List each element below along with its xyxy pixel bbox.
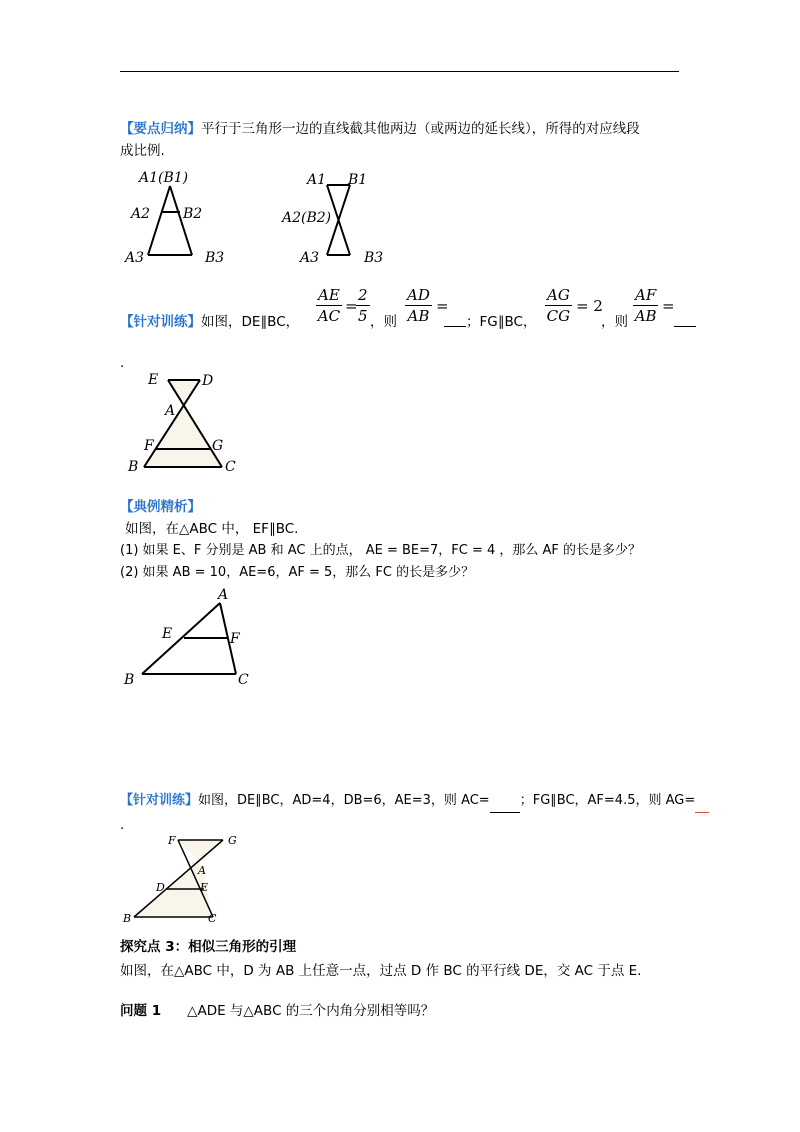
fig2-label-a: A — [165, 403, 176, 419]
training1-tag: 【针对训练】 — [120, 314, 201, 330]
training1-then1: ，则 — [370, 314, 397, 330]
label-a2: A2 — [131, 206, 151, 222]
fig4-label-a: A — [198, 864, 206, 877]
training2-tag: 【针对训练】 — [120, 793, 199, 808]
header-rule — [120, 71, 679, 72]
frac-ab: AB — [407, 307, 430, 325]
training2-text-b: ；FG∥BC，AF=4.5，则 AG= — [519, 793, 696, 808]
key-points-tag: 【要点归纳】 — [120, 121, 201, 137]
equals-sign-3: = — [662, 297, 675, 315]
key-points-text: 平行于三角形一边的直线截其他两边（或两边的延长线），所得的对应线段 — [201, 121, 640, 137]
training1-dot: . — [120, 355, 125, 371]
equals-sign-2: = — [436, 297, 449, 315]
section3-title: 探究点 3：相似三角形的引理 — [120, 939, 297, 955]
label-b1: B1 — [348, 172, 368, 188]
section3-body: 如图，在△ABC 中，D 为 AB 上任意一点，过点 D 作 BC 的平行线 DE，交 AC 于点 E. — [120, 963, 642, 979]
fig2-label-b: B — [128, 459, 139, 475]
fig3-label-e: E — [162, 626, 173, 642]
fig2-label-d: D — [202, 373, 214, 389]
fraction-ad-ab — [405, 287, 432, 324]
example-intro: 如图，在△ABC 中， EF∥BC. — [125, 521, 299, 537]
frac-5: 5 — [358, 307, 368, 325]
frac-ac: AC — [317, 307, 341, 325]
training1-prefix — [120, 311, 299, 333]
training2-line — [120, 790, 709, 813]
fig2-label-e: E — [148, 372, 159, 388]
frac-af: AF — [635, 286, 657, 304]
example-tag: 【典例精析】 — [120, 499, 201, 515]
question1-text: △ADE 与△ABC 的三个内角分别相等吗？ — [187, 1003, 435, 1019]
fig3-label-f: F — [230, 631, 240, 647]
fig3-label-c: C — [238, 672, 249, 688]
fig4-label-f: F — [168, 834, 176, 847]
answer-blank-2[interactable] — [674, 326, 696, 327]
frac-cg: CG — [546, 307, 571, 325]
label-b3: B3 — [205, 250, 225, 266]
fraction-ae-ac — [316, 287, 342, 324]
fig1-left-side-a — [148, 186, 170, 255]
value-equals-2: = 2 — [576, 297, 603, 315]
answer-blank-1[interactable] — [444, 326, 466, 327]
fig4-label-g: G — [228, 834, 237, 847]
key-points-line2: 成比例. — [120, 143, 165, 159]
question1-label: 问题 1 — [120, 1003, 162, 1019]
example-question-2: (2) 如果 AB = 10，AE=6，AF = 5，那么 FC 的长是多少？ — [120, 565, 475, 580]
figure-triangle-ef — [120, 585, 260, 690]
figure-de-fg-parallel — [128, 370, 248, 475]
label-a1b1: A1(B1) — [139, 170, 189, 186]
frac-2: 2 — [358, 286, 368, 304]
fig4-label-e: E — [200, 881, 209, 894]
fig2-label-c: C — [225, 459, 236, 475]
fig2-label-g: G — [212, 438, 224, 454]
training2-dot: . — [120, 817, 125, 833]
training1-fg: ；FG∥BC， — [466, 314, 537, 330]
fig2-label-f: F — [144, 438, 154, 454]
fraction-ag-cg — [545, 287, 572, 324]
frac-ad: AD — [407, 286, 430, 304]
question1-line — [120, 1000, 434, 1022]
label-b3-right: B3 — [364, 250, 384, 266]
fig3-label-b: B — [124, 672, 135, 688]
figure-triangle-proportion — [125, 168, 235, 268]
fraction-two-fifths — [356, 287, 370, 324]
label-a3: A3 — [125, 250, 145, 266]
fig4-label-b: B — [123, 912, 132, 925]
training1-then2: ，则 — [601, 314, 628, 330]
answer-blank-4[interactable] — [695, 790, 709, 813]
figure-hourglass-proportion — [282, 168, 392, 268]
fig4-label-c: C — [208, 912, 217, 925]
fig4-label-d: D — [156, 881, 165, 894]
frac-ae: AE — [318, 286, 340, 304]
training1-text-a: 如图，DE∥BC， — [201, 314, 300, 330]
label-a2b2: A2(B2) — [282, 210, 332, 226]
answer-blank-3[interactable] — [490, 790, 520, 813]
example-question-1: (1) 如果 E、F 分别是 AB 和 AC 上的点， AE = BE=7，FC = 4 ，那么 AF 的长是多少？ — [120, 543, 642, 558]
key-points-line1 — [120, 118, 640, 140]
label-b2: B2 — [183, 206, 203, 222]
label-a3-right: A3 — [300, 250, 320, 266]
frac-ag: AG — [547, 286, 570, 304]
label-a1: A1 — [307, 172, 327, 188]
fraction-af-ab — [633, 287, 658, 324]
training2-text: 如图，DE∥BC，AD=4，DB=6，AE=3，则 AC= — [198, 793, 490, 808]
figure-fg-de-parallel — [120, 830, 250, 930]
equals-sign: = — [345, 297, 358, 315]
fig3-label-a: A — [218, 587, 229, 603]
frac-ab-2: AB — [634, 307, 657, 325]
